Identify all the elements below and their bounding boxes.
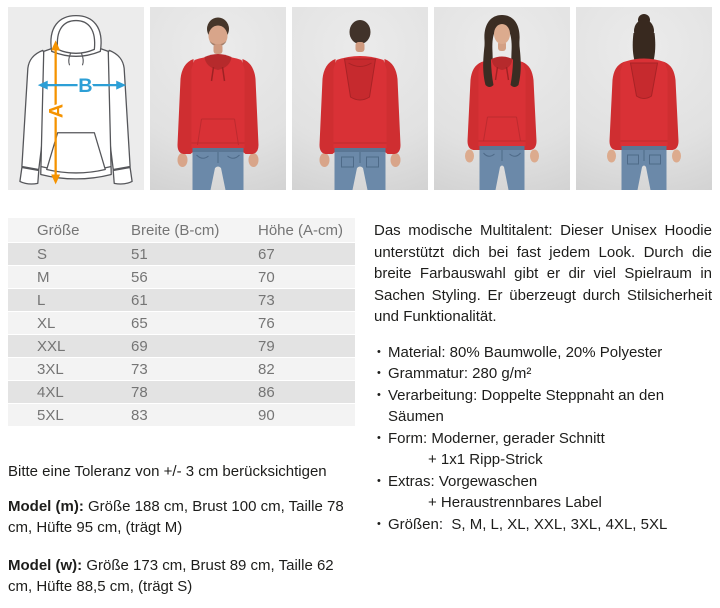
product-info-section	[8, 218, 712, 597]
cell-size: 4XL	[8, 381, 102, 404]
feature-text: Material: 80% Baumwolle, 20% Polyester	[388, 343, 663, 361]
col-header-height: Höhe (A-cm)	[229, 218, 355, 243]
cell-height: 90	[229, 404, 355, 427]
table-row	[8, 289, 355, 312]
bullet-dot-icon: •	[377, 474, 381, 487]
diagram-label-b: B	[78, 75, 93, 98]
table-row	[8, 243, 355, 266]
list-item	[377, 471, 712, 493]
list-item	[377, 342, 712, 364]
cell-height: 76	[229, 312, 355, 335]
col-header-width: Breite (B-cm)	[102, 218, 229, 243]
list-item-continuation	[377, 449, 712, 471]
model-m-note	[8, 496, 358, 538]
table-row	[8, 404, 355, 427]
model-photo-female-back[interactable]	[576, 7, 712, 190]
model-photo-female-front[interactable]	[434, 7, 570, 190]
cell-size: M	[8, 266, 102, 289]
cell-size: XXL	[8, 335, 102, 358]
cell-width: 61	[102, 289, 229, 312]
table-row	[8, 335, 355, 358]
feature-text: Verarbeitung: Doppelte Steppnaht an den Säumen	[388, 386, 669, 425]
feature-text: Extras: Vorgewaschen	[388, 472, 538, 490]
cell-width: 69	[102, 335, 229, 358]
model-w-label: Model (w):	[8, 557, 83, 574]
list-item	[377, 428, 712, 450]
product-description: Das modische Multitalent: Dieser Unisex Hoodie unterstützt dich bei fast jedem Look. Durch die breite Farbauswahl gibt er dir viel Spielraum in Sachen Styling. Er überzeugt durch Stilsicherheit und Funktionalität.	[374, 222, 712, 325]
cell-width: 83	[102, 404, 229, 427]
male-front-photo-icon	[150, 7, 286, 190]
female-back-photo-icon	[576, 7, 712, 190]
cell-width: 56	[102, 266, 229, 289]
col-header-size: Größe	[8, 218, 102, 243]
cell-height: 70	[229, 266, 355, 289]
cell-width: 51	[102, 243, 229, 266]
bullet-dot-icon: •	[377, 388, 381, 401]
size-table-header-row	[8, 218, 355, 243]
cell-size: 3XL	[8, 358, 102, 381]
feature-text: Größen: S, M, L, XL, XXL, 3XL, 4XL, 5XL	[388, 515, 668, 533]
cell-width: 65	[102, 312, 229, 335]
cell-width: 73	[102, 358, 229, 381]
model-w-note	[8, 555, 358, 597]
model-photo-male-front[interactable]	[150, 7, 286, 190]
male-back-photo-icon	[292, 7, 428, 190]
female-front-photo-icon	[434, 7, 570, 190]
model-m-label: Model (m):	[8, 498, 84, 515]
bullet-dot-icon: •	[377, 517, 381, 530]
bullet-dot-icon: •	[377, 345, 381, 358]
feature-text: + Heraustrennbares Label	[428, 494, 602, 511]
cell-height: 67	[229, 243, 355, 266]
size-info-column	[8, 218, 360, 597]
list-item	[377, 363, 712, 385]
cell-height: 79	[229, 335, 355, 358]
cell-width: 78	[102, 381, 229, 404]
list-item	[377, 514, 712, 536]
size-diagram-image[interactable]	[8, 7, 144, 190]
size-table	[8, 218, 355, 427]
hoodie-measure-diagram-icon	[8, 7, 144, 190]
table-row	[8, 312, 355, 335]
tolerance-note: Bitte eine Toleranz von +/- 3 cm berücksichtigen	[8, 463, 327, 480]
cell-size: XL	[8, 312, 102, 335]
cell-size: L	[8, 289, 102, 312]
table-row	[8, 266, 355, 289]
description-column	[374, 218, 712, 535]
table-row	[8, 358, 355, 381]
diagram-label-a: A	[45, 103, 68, 119]
feature-text: Form: Moderner, gerader Schnitt	[388, 429, 605, 447]
feature-text: + 1x1 Ripp-Strick	[428, 451, 543, 468]
product-image-gallery	[8, 7, 712, 190]
cell-height: 82	[229, 358, 355, 381]
cell-size: 5XL	[8, 404, 102, 427]
list-item-continuation	[377, 492, 712, 514]
bullet-dot-icon: •	[377, 431, 381, 444]
model-photo-male-back[interactable]	[292, 7, 428, 190]
table-row	[8, 381, 355, 404]
feature-list	[374, 342, 712, 536]
cell-height: 73	[229, 289, 355, 312]
model-m-text: Größe 188 cm, Brust 100 cm, Taille 78 cm, Hüfte 95 cm, (trägt M)	[8, 498, 344, 536]
model-w-text: Größe 173 cm, Brust 89 cm, Taille 62 cm, Hüfte 88,5 cm, (trägt S)	[8, 557, 334, 595]
cell-height: 86	[229, 381, 355, 404]
feature-text: Grammatur: 280 g/m²	[388, 365, 532, 382]
cell-size: S	[8, 243, 102, 266]
list-item	[377, 385, 712, 428]
bullet-dot-icon: •	[377, 367, 381, 379]
